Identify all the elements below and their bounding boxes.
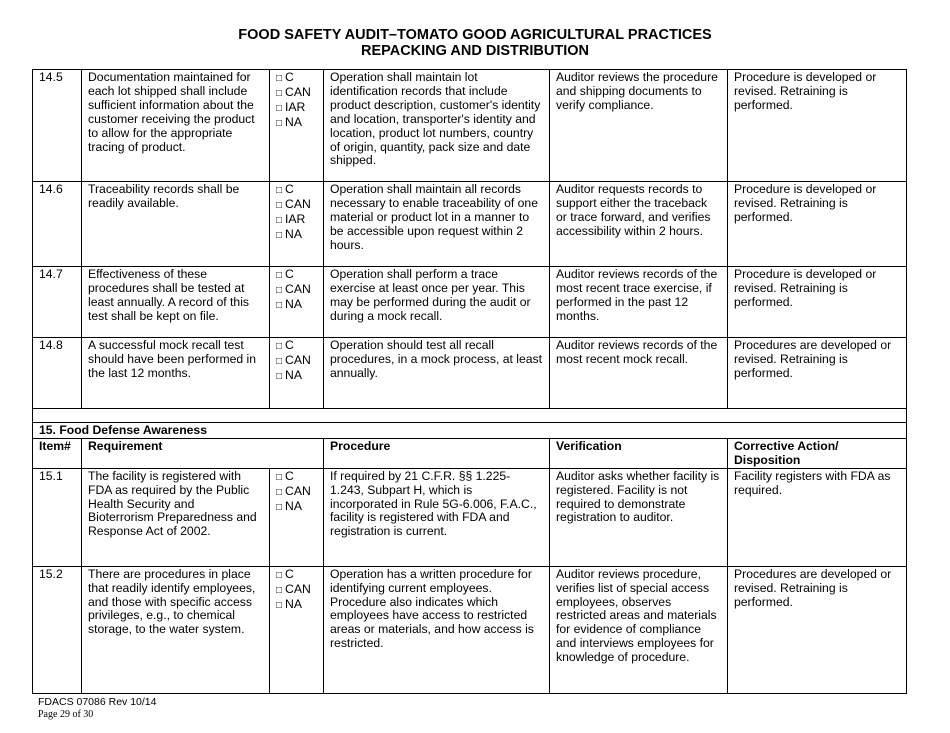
checkbox-option[interactable]: □ CAN (276, 84, 311, 99)
document-title: FOOD SAFETY AUDIT–TOMATO GOOD AGRICULTURAL PRACTICES (238, 27, 712, 43)
procedure-text: Operation has a written procedure for identifying current employees. Procedure also indicates which employees have access to restricted areas or materials, and how access is restricted. (324, 566, 550, 693)
checkbox-option[interactable]: □ C (276, 267, 294, 281)
checkbox-option[interactable]: □ NA (276, 226, 302, 241)
requirement-text: Traceability records shall be readily available. (82, 182, 270, 267)
checkbox-icon: □ (276, 199, 283, 211)
page-number: Page 29 of 30 (38, 709, 94, 720)
spacer-row (33, 409, 907, 423)
item-number: 14.7 (33, 267, 82, 338)
table-row (33, 566, 907, 693)
spacer-cell (33, 409, 907, 423)
checkbox-icon: □ (276, 73, 283, 84)
corrective-action-text: Procedure is developed or revised. Retraining is performed. (728, 267, 907, 338)
verification-text: Auditor reviews records of the most recent trace exercise, if performed in the past 12 months. (550, 267, 728, 338)
verification-text: Auditor reviews records of the most recent mock recall. (550, 338, 728, 409)
checkbox-icon: □ (276, 569, 283, 581)
checkbox-option[interactable]: □ NA (276, 296, 302, 311)
checkbox-option[interactable]: □ CAN (276, 581, 311, 596)
column-header-verification: Verification (550, 438, 728, 468)
checkbox-option[interactable]: □ IAR (276, 211, 306, 226)
checkbox-icon: □ (276, 117, 283, 129)
checkbox-icon: □ (276, 299, 283, 311)
table-row (33, 267, 907, 338)
checkbox-option[interactable]: □ CAN (276, 352, 311, 367)
section-title: 15. Food Defense Awareness (33, 423, 907, 439)
checkbox-icon: □ (276, 355, 283, 367)
item-number: 14.8 (33, 338, 82, 409)
verification-text: Auditor reviews procedure, verifies list of special access employees, observes restricted areas and materials for evidence of compliance and interviews employees for knowledge of procedure. (550, 566, 728, 693)
item-number: 14.6 (33, 182, 82, 267)
corrective-action-text: Procedure is developed or revised. Retraining is performed. (728, 70, 907, 182)
checkbox-icon: □ (276, 370, 283, 382)
column-header-row (33, 438, 907, 468)
checkbox-option[interactable]: □ IAR (276, 99, 306, 114)
corrective-action-text: Procedures are developed or revised. Retraining is performed. (728, 338, 907, 409)
column-header-procedure: Procedure (324, 438, 550, 468)
checkbox-icon: □ (276, 284, 283, 296)
requirement-text: A successful mock recall test should have been performed in the last 12 months. (82, 338, 270, 409)
verification-text: Auditor requests records to support either the traceback or trace forward, and verifies accessibility within 2 hours. (550, 182, 728, 267)
procedure-text: Operation should test all recall procedures, in a mock process, at least annually. (324, 338, 550, 409)
checkbox-option[interactable]: □ NA (276, 498, 302, 513)
column-header-requirement: Requirement (82, 438, 324, 468)
compliance-options (270, 70, 324, 182)
column-header-item: Item# (33, 438, 82, 468)
table-row (33, 182, 907, 267)
procedure-text: Operation shall perform a trace exercise at least once per year. This may be performed during the audit or during a mock recall. (324, 267, 550, 338)
corrective-action-text: Facility registers with FDA as required. (728, 468, 907, 566)
checkbox-option[interactable]: □ C (276, 338, 294, 352)
compliance-options (270, 182, 324, 267)
corrective-action-text: Procedures are developed or revised. Retraining is performed. (728, 566, 907, 693)
checkbox-option[interactable]: □ CAN (276, 281, 311, 296)
requirement-text: Documentation maintained for each lot shipped shall include sufficient information about the customer receiving the product to allow for the appropriate tracing of product. (82, 70, 270, 182)
checkbox-icon: □ (276, 229, 283, 241)
checkbox-icon: □ (276, 185, 283, 196)
item-number: 15.2 (33, 566, 82, 693)
checkbox-icon: □ (276, 471, 283, 483)
checkbox-icon: □ (276, 102, 283, 114)
checkbox-option[interactable]: □ C (276, 182, 294, 196)
item-number: 15.1 (33, 468, 82, 566)
requirement-text: Effectiveness of these procedures shall be tested at least annually. A record of this test shall be kept on file. (82, 267, 270, 338)
checkbox-icon: □ (276, 341, 283, 352)
table-row (33, 70, 907, 182)
table-row (33, 338, 907, 409)
checkbox-icon: □ (276, 270, 283, 281)
checkbox-icon: □ (276, 501, 283, 513)
verification-text: Auditor asks whether facility is registered. Facility is not required to demonstrate registration to auditor. (550, 468, 728, 566)
corrective-action-text: Procedure is developed or revised. Retraining is performed. (728, 182, 907, 267)
compliance-options (270, 338, 324, 409)
column-header-corrective-action: Corrective Action/ Disposition (728, 438, 907, 468)
requirement-text: There are procedures in place that readily identify employees, and those with specific access privileges, e.g., to chemical storage, to the water system. (82, 566, 270, 693)
checkbox-icon: □ (276, 486, 283, 498)
checkbox-option[interactable]: □ CAN (276, 483, 311, 498)
form-number: FDACS 07086 Rev 10/14 (38, 696, 157, 708)
checkbox-option[interactable]: □ C (276, 468, 294, 483)
section-title-row (33, 423, 907, 439)
checkbox-option[interactable]: □ NA (276, 114, 302, 129)
checkbox-option[interactable]: □ C (276, 70, 294, 84)
compliance-options (270, 468, 324, 566)
item-number: 14.5 (33, 70, 82, 182)
compliance-options (270, 566, 324, 693)
checkbox-icon: □ (276, 584, 283, 596)
compliance-options (270, 267, 324, 338)
checkbox-icon: □ (276, 214, 283, 226)
checkbox-option[interactable]: □ CAN (276, 196, 311, 211)
checkbox-icon: □ (276, 599, 283, 611)
audit-table (32, 69, 907, 694)
document-subtitle: REPACKING AND DISTRIBUTION (361, 43, 589, 59)
checkbox-option[interactable]: □ NA (276, 596, 302, 611)
checkbox-option[interactable]: □ NA (276, 367, 302, 382)
procedure-text: Operation shall maintain all records necessary to enable traceability of one material or product lot in a manner to be accessible upon request within 2 hours. (324, 182, 550, 267)
procedure-text: If required by 21 C.F.R. §§ 1.225-1.243, Subpart H, which is incorporated in Rule 5G-6.006, F.A.C., facility is registered with FDA and registration is current. (324, 468, 550, 566)
procedure-text: Operation shall maintain lot identification records that include product description, customer's identity and location, transporter's identity and location, product lot numbers, country of origin, quantity, pack size and date shipped. (324, 70, 550, 182)
checkbox-icon: □ (276, 87, 283, 99)
table-row (33, 468, 907, 566)
checkbox-option[interactable]: □ C (276, 566, 294, 581)
verification-text: Auditor reviews the procedure and shipping documents to verify compliance. (550, 70, 728, 182)
requirement-text: The facility is registered with FDA as required by the Public Health Security and Bioterrorism Preparedness and Response Act of 2002. (82, 468, 270, 566)
